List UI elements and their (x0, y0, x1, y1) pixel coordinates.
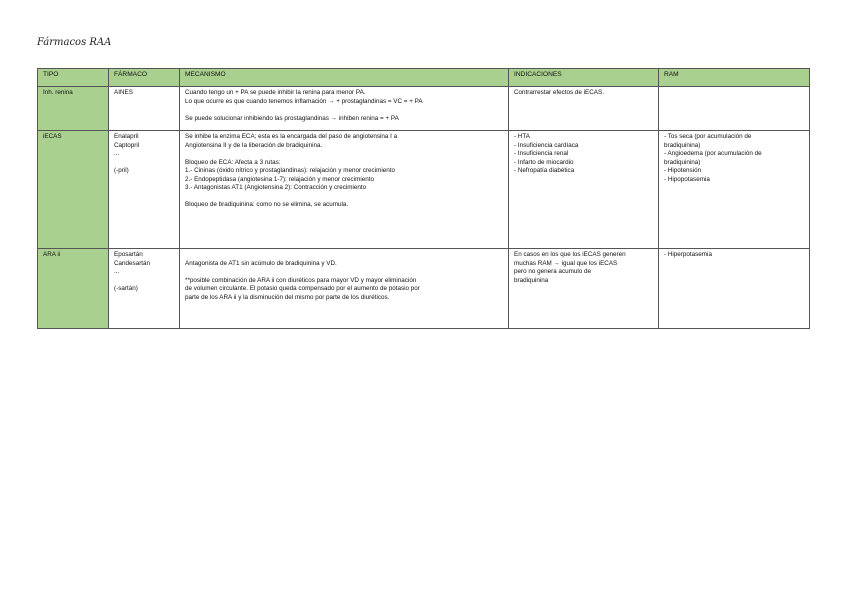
cell-line: pero no genera acumulo de (514, 268, 592, 275)
cell-line: Se puede solucionar inhibiendo las prostaglandinas → inhiben renina = + PA (185, 114, 399, 122)
cell-line: 3.- Antagonistas AT1 (Angiotensina 2): Contracción y crecimiento (185, 184, 367, 191)
blank-line (185, 268, 504, 277)
cell-line: 2.- Endopeptidasa (angiotesina 1-7): relajación y menor crecimiento (185, 175, 375, 183)
cell-line: Bloqueo de ECA: Afecta a 3 rutas: (185, 158, 281, 166)
blank-line (114, 277, 175, 286)
table-row (38, 131, 810, 249)
cell-tipo: ARA ii (38, 249, 109, 329)
cell-line: muchas RAM → igual que los iECAS (514, 259, 618, 267)
blank-line (114, 159, 175, 168)
cell-line: Cuando tengo un + PA se puede inhibir la renina para menor PA. (185, 89, 366, 96)
blank-line (185, 193, 504, 202)
cell-line: Contrarrestar efectos de iECAS. (514, 89, 604, 96)
cell-indicaciones (509, 87, 659, 131)
cell-line: Se inhibe la enzima ECA; esta es la encargada del paso de angiotensina I a (185, 133, 398, 140)
cell-line: Lo que ocurre es que cuando tenemos inflamación → + prostaglandinas = VC = + PA (185, 97, 423, 105)
cell-line: AINES (114, 89, 133, 96)
blank-line (185, 106, 504, 115)
cell-mecanismo (180, 87, 509, 131)
cell-line: - Hiperpotasemia (664, 251, 712, 258)
cell-indicaciones (509, 249, 659, 329)
cell-line: Bloqueo de bradiquinina: como no se elimina, se acumula. (185, 201, 349, 208)
cell-tipo: Inh. renina (38, 87, 109, 131)
cell-ram (659, 87, 810, 131)
cell-line: Captopril (114, 141, 140, 149)
cell-line: - Hipotensión (664, 167, 702, 174)
cell-line: (-sartán) (114, 285, 138, 292)
cell-line: - Insuficiencia renal (514, 150, 569, 157)
cell-tipo: iECAS (38, 131, 109, 249)
header-mecanismo: MECANISMO (180, 69, 509, 87)
table-row (38, 249, 810, 329)
cell-line: bradiquinina) (664, 158, 701, 166)
table-row (38, 87, 810, 131)
cell-line: de volumen circulante. El potasio queda compensado por el aumento de potasio por (185, 285, 420, 292)
cell-line: Enalapril (114, 133, 139, 140)
cell-line: bradiquinina (514, 276, 549, 284)
cell-line: Angiotensina II y de la liberación de bradiquinina. (185, 141, 323, 149)
cell-mecanismo (180, 131, 509, 249)
header-farmaco: FÁRMACO (109, 69, 180, 87)
cell-line: parte de los ARA ii y la disminución del mismo por parte de los diuréticos. (185, 293, 390, 301)
blank-line (185, 251, 504, 260)
cell-line: Antagonista de AT1 sin acúmulo de bradiquinina y VD. (185, 259, 337, 267)
cell-line: bradiquinina) (664, 141, 701, 149)
cell-line: ... (114, 268, 120, 275)
cell-line: - Insuficiencia cardíaca (514, 141, 579, 149)
cell-line: Candesartán (114, 259, 151, 267)
blank-line (185, 150, 504, 159)
cell-line: **posible combinación de ARA ii con diuréticos para mayor VD y mayor eliminación (185, 276, 417, 284)
cell-ram (659, 249, 810, 329)
cell-line: ... (114, 150, 120, 157)
cell-mecanismo (180, 249, 509, 329)
cell-line: Eposartán (114, 251, 143, 258)
document-title: Fármacos RAA (37, 37, 112, 48)
cell-line: 1.- Cininas (óxido nítrico y prostaglandinas): relajación y menor crecimiento (185, 167, 395, 174)
cell-line: - Angioedema (por acumulación de (664, 150, 762, 157)
cell-line: (-pril) (114, 167, 129, 174)
cell-line: - HTA (514, 133, 530, 140)
header-tipo: TIPO (38, 69, 109, 87)
cell-line: - Infarto de miocardio (514, 158, 574, 166)
header-row (38, 69, 810, 87)
cell-line: - Tos seca (por acumulación de (664, 133, 752, 140)
cell-farmaco (109, 131, 180, 249)
header-ram: RAM (659, 69, 810, 87)
header-indicaciones: INDICACIONES (509, 69, 659, 87)
cell-ram (659, 131, 810, 249)
cell-line: - Nefropatía diabética (514, 167, 575, 174)
cell-line: En casos en los que los iECAS generen (514, 251, 626, 258)
cell-farmaco (109, 87, 180, 131)
cell-indicaciones (509, 131, 659, 249)
cell-farmaco (109, 249, 180, 329)
cell-line: - Hipopotasemia (664, 175, 710, 183)
drugs-table (37, 68, 810, 329)
